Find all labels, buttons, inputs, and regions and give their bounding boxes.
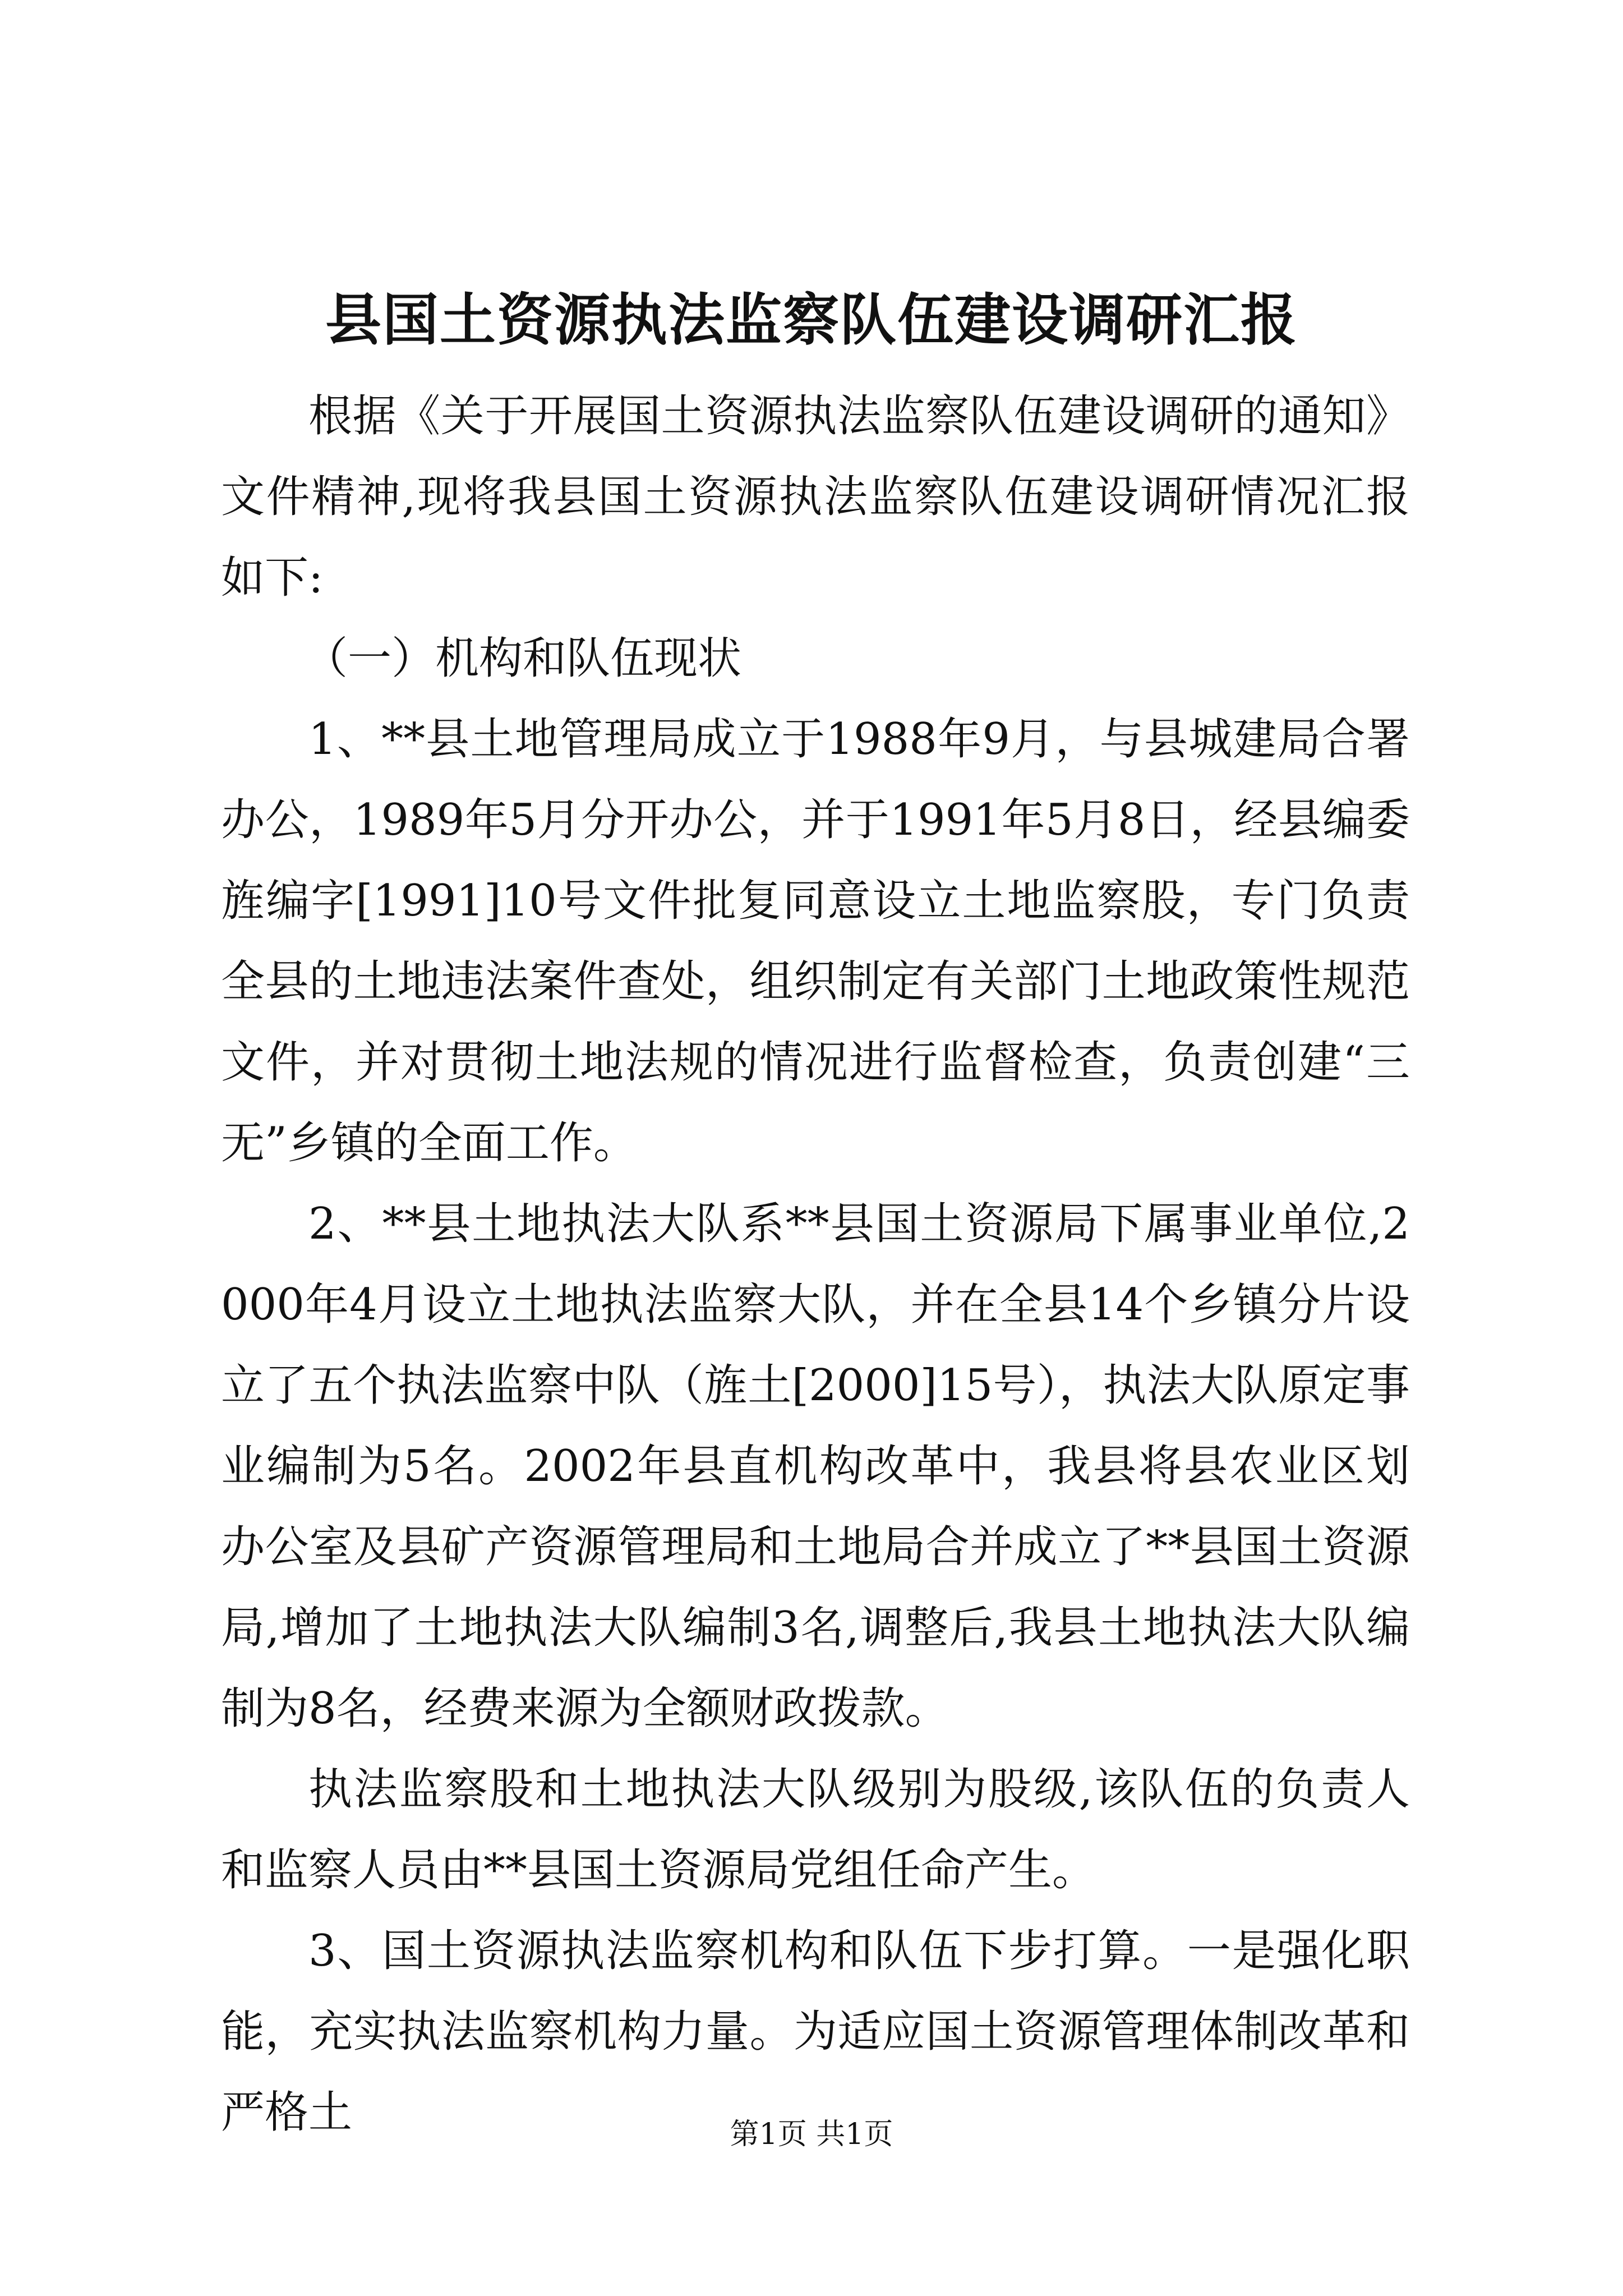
page-number-footer: 第1页 共1页 (730, 2118, 893, 2151)
section-heading: （一）机构和队伍现状 (304, 633, 742, 684)
paragraph-item-3: 3、国土资源执法监察机构和队伍下步打算。一是强化职能，充实执法监察机构力量。为适应国土资源管理体制改革和严格土 (221, 1926, 1410, 2138)
paragraph-level: 执法监察股和土地执法大队级别为股级,该队伍的负责人和监察人员由**县国土资源局党组任命产生。 (221, 1764, 1410, 1895)
document-body (221, 376, 1410, 2153)
paragraph-item-2: 2、**县土地执法大队系**县国土资源局下属事业单位,2000年4月设立土地执法监察大队，并在全县14个乡镇分片设立了五个执法监察中队（旌土[2000]15号），执法大队原定事业编制为5名。2002年县直机构改革中，我县将县农业区划办公室及县矿产资源管理局和土地局合并成立了**县国土资源局,增加了土地执法大队编制3名,调整后,我县土地执法大队编制为8名，经费来源为全额财政拨款。 (221, 1199, 1410, 1734)
paragraph-item-1: 1、**县土地管理局成立于1988年9月，与县城建局合署办公，1989年5月分开办公，并于1991年5月8日，经县编委旌编字[1991]10号文件批复同意设立土地监察股，专门负责全县的土地违法案件查处，组织制定有关部门土地政策性规范文件，并对贯彻土地法规的情况进行监督检查，负责创建“三无”乡镇的全面工作。 (221, 714, 1410, 1168)
document-title: 县国土资源执法监察队伍建设调研汇报 (325, 287, 1298, 353)
paragraph-intro: 根据《关于开展国土资源执法监察队伍建设调研的通知》文件精神,现将我县国土资源执法监察队伍建设调研情况汇报如下: (221, 391, 1410, 603)
